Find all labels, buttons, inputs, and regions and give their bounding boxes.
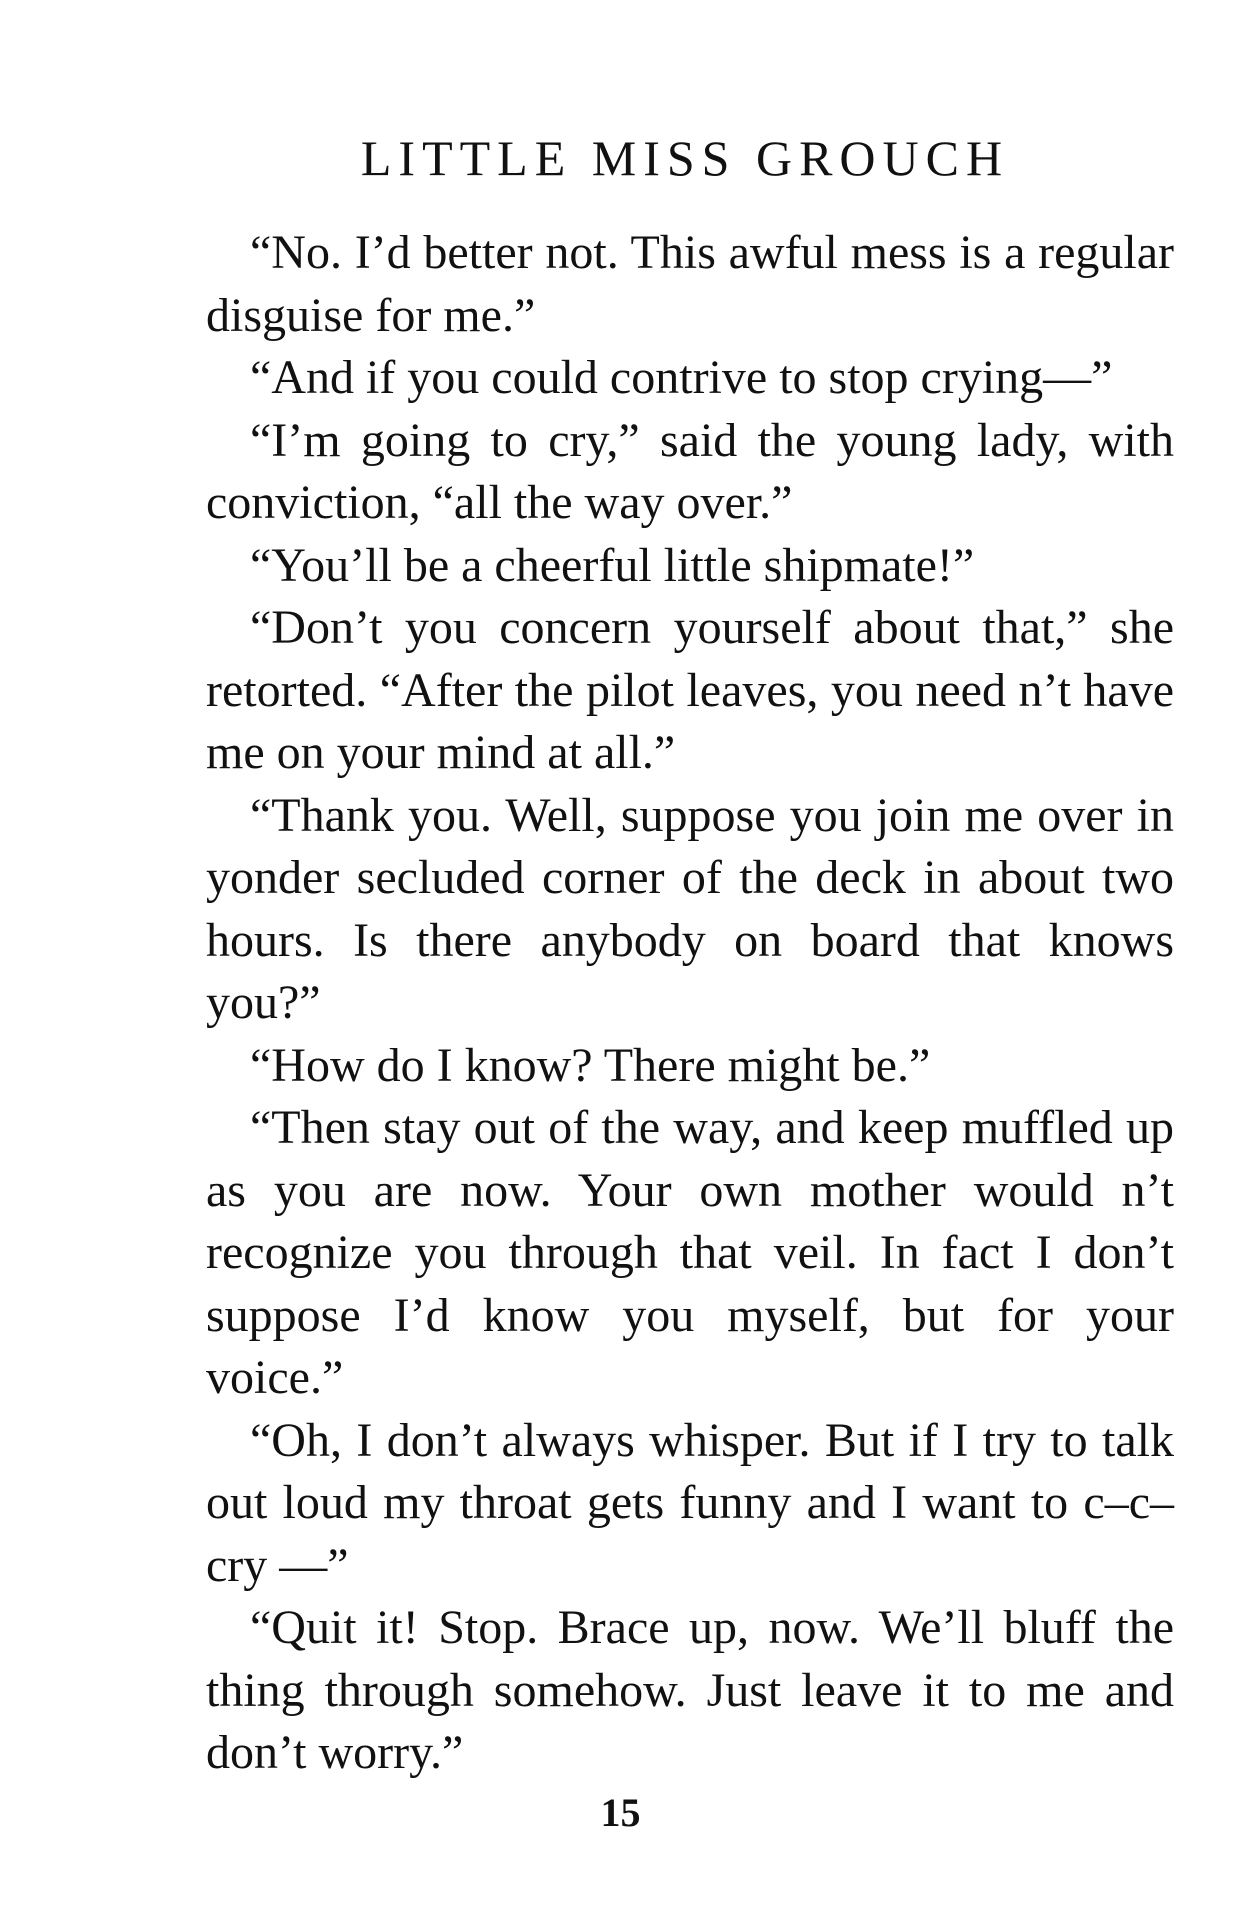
paragraph: “How do I know? There might be.” <box>250 1038 931 1092</box>
running-head: LITTLE MISS GROUCH <box>360 130 1010 186</box>
paragraph: “Then stay out of the way, and keep muffled up as you are now. Your own mother would n’t recognize you through that veil. In fact I don’t suppose I’d know you myself, but for your voice.” <box>206 1101 1174 1404</box>
paragraph: “Quit it! Stop. Brace up, now. We’ll bluff the thing through somehow. Just leave it to me and don’t worry.” <box>206 1601 1174 1779</box>
paragraph: “Don’t you concern yourself about that,” she retorted. “After the pilot leaves, you need n’t have me on your mind at all.” <box>206 601 1174 779</box>
body-text <box>206 222 1174 1785</box>
paragraph: “And if you could contrive to stop crying—” <box>250 351 1113 404</box>
page-number: 15 <box>600 1790 641 1835</box>
paragraph: “You’ll be a cheerful little shipmate!” <box>250 538 975 592</box>
paragraph: “Thank you. Well, suppose you join me over in yonder secluded corner of the deck in about two hours. Is there anybody on board that knows you?” <box>206 788 1174 1029</box>
paragraph: “Oh, I don’t always whisper. But if I try to talk out loud my throat gets funny and I want to c–c–cry —” <box>206 1413 1174 1592</box>
paragraph: “No. I’d better not. This awful mess is a regular disguise for me.” <box>206 226 1174 342</box>
paragraph: “I’m going to cry,” said the young lady, with conviction, “all the way over.” <box>206 413 1174 529</box>
